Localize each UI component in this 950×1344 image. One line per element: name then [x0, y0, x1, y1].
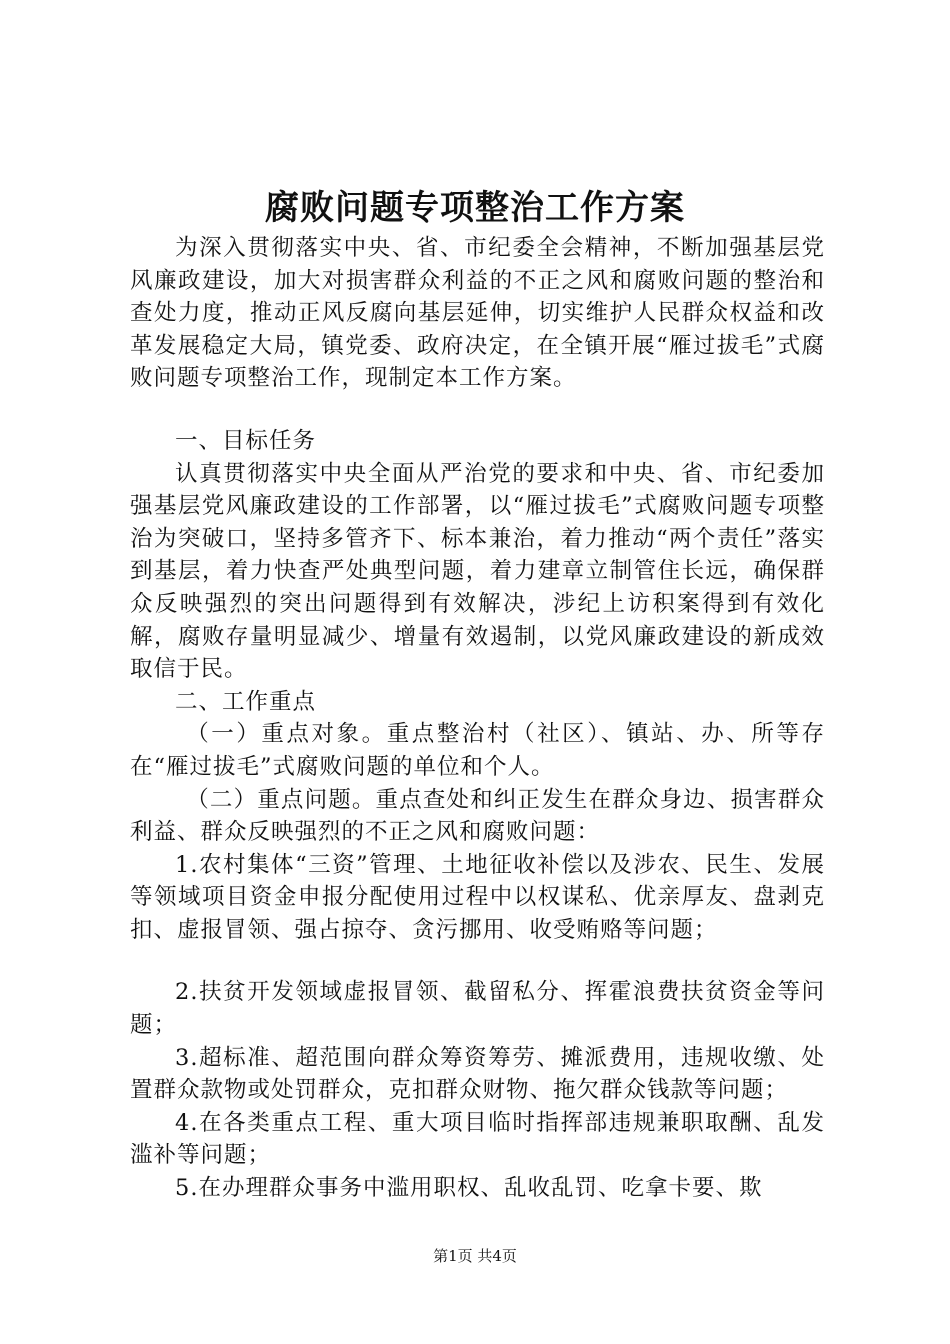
list-item: 5.在办理群众事务中滥用职权、乱收乱罚、吃拿卡要、欺	[175, 1175, 763, 1202]
page-number-footer: 第1页 共4页	[433, 1247, 517, 1265]
list-item: 1.农村集体“三资”管理、土地征收补偿以及涉农、民生、发展等领域项目资金申报分配使用过程中以权谋私、优亲厚友、盘剥克扣、虚报冒领、强占掠夺、贪污挪用、收受贿赂等问题；	[130, 851, 825, 943]
section-heading-goals: 一、目标任务	[175, 427, 317, 454]
subsection-key-issues: （二）重点问题。重点查处和纠正发生在群众身边、损害群众利益、群众反映强烈的不正之风和腐败问题：	[130, 786, 825, 846]
intro-paragraph: 为深入贯彻落实中央、省、市纪委全会精神，不断加强基层党风廉政建设，加大对损害群众利益的不正之风和腐败问题的整治和查处力度，推动正风反腐向基层延伸，切实维护人民群众权益和改革发展稳定大局，镇党委、政府决定，在全镇开展“雁过拔毛”式腐败问题专项整治工作，现制定本工作方案。	[130, 235, 825, 392]
list-item: 3.超标准、超范围向群众筹资筹劳、摊派费用，违规收缴、处置群众款物或处罚群众，克扣群众财物、拖欠群众钱款等问题；	[130, 1044, 825, 1104]
list-item: 4.在各类重点工程、重大项目临时指挥部违规兼职取酬、乱发滥补等问题；	[130, 1109, 825, 1169]
document-title: 腐败问题专项整治工作方案	[265, 188, 685, 228]
document-body	[130, 232, 825, 1205]
section-heading-focus: 二、工作重点	[175, 688, 317, 715]
list-item: 2.扶贫开发领域虚报冒领、截留私分、挥霍浪费扶贫资金等问题；	[130, 979, 825, 1039]
subsection-key-targets: （一）重点对象。重点整治村（社区）、镇站、办、所等存在“雁过拔毛”式腐败问题的单位和个人。	[130, 721, 825, 780]
section-paragraph-goals: 认真贯彻落实中央全面从严治党的要求和中央、省、市纪委加强基层党风廉政建设的工作部署，以“雁过拔毛”式腐败问题专项整治为突破口，坚持多管齐下、标本兼治，着力推动“两个责任”落实到基层，着力快查严处典型问题，着力建章立制管住长远，确保群众反映强烈的突出问题得到有效解决，涉纪上访积案得到有效化解，腐败存量明显减少、增量有效遏制，以党风廉政建设的新成效取信于民。	[130, 460, 825, 683]
